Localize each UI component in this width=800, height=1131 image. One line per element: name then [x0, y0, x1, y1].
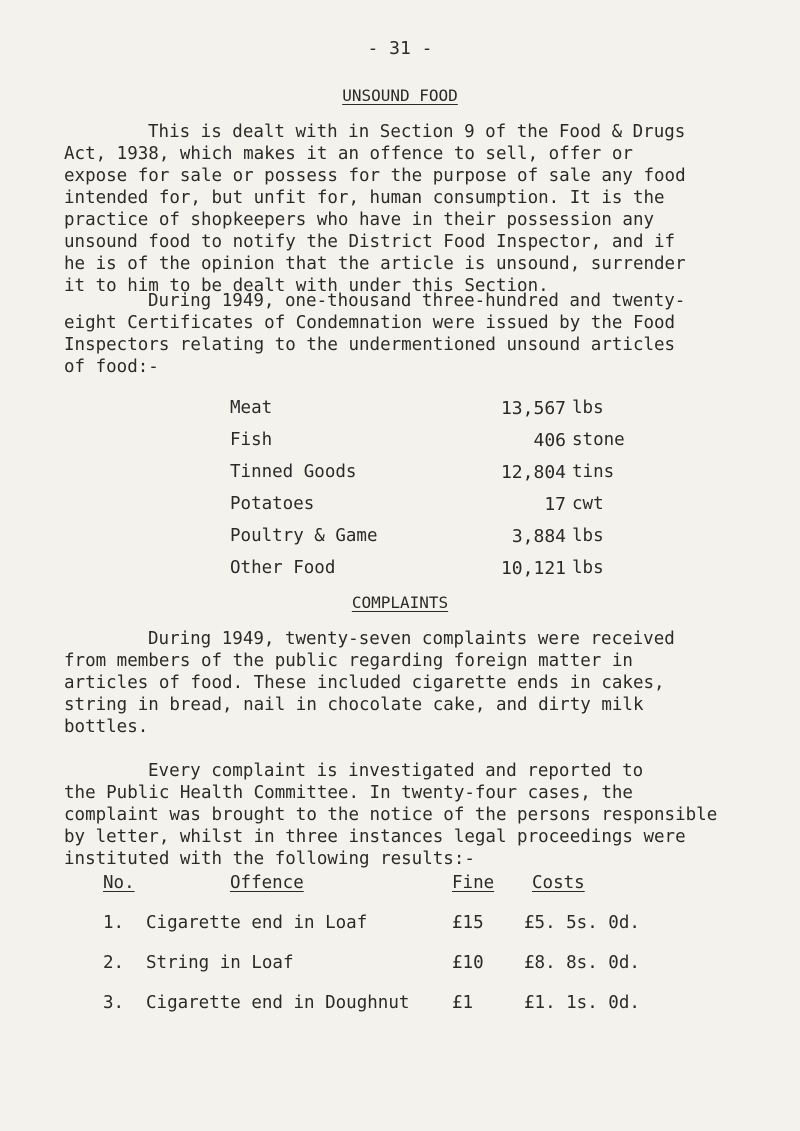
food-name: Other Food [230, 558, 336, 578]
column-header-costs: Costs [532, 873, 585, 893]
paragraph-complaints-results [64, 760, 784, 870]
cell-offence: Cigarette end in Doughnut [146, 993, 410, 1013]
text-line: During 1949, twenty-seven complaints were received [148, 629, 675, 649]
cell-fine: £1 [452, 993, 474, 1013]
cell-costs: £8. 8s. 0d. [524, 953, 640, 973]
food-quantity: 10,121 [500, 558, 566, 579]
text-line: bottles. [64, 717, 149, 737]
text-line: Inspectors relating to the undermentioned unsound articles [64, 335, 676, 355]
column-header-offence: Offence [230, 873, 304, 893]
text-line: articles of food. These included cigarette ends in cakes, [64, 673, 665, 693]
cell-costs: £5. 5s. 0d. [524, 913, 640, 933]
paragraph-certificates [64, 290, 784, 378]
food-name: Poultry & Game [230, 526, 378, 546]
food-unit: lbs [572, 398, 604, 418]
food-quantity: 17 [544, 494, 566, 515]
cell-offence: Cigarette end in Loaf [146, 913, 368, 933]
text-line: from members of the public regarding foreign matter in [64, 651, 633, 671]
text-line: intended for, but unfit for, human consumption. It is the [64, 188, 665, 208]
food-quantity: 3,884 [511, 526, 566, 547]
food-quantity: 406 [533, 430, 566, 451]
text-line: it to him to be dealt with under this Section. [64, 276, 549, 296]
cell-no: 1. [103, 913, 125, 933]
cell-no: 2. [103, 953, 125, 973]
cell-no: 3. [103, 993, 125, 1013]
food-unit: cwt [572, 494, 604, 514]
food-unit: tins [572, 462, 615, 482]
cell-costs: £1. 1s. 0d. [524, 993, 640, 1013]
food-name: Fish [230, 430, 273, 450]
section-heading-unsound-food: UNSOUND FOOD [342, 86, 458, 105]
column-header-no: No. [103, 873, 135, 893]
text-line: Act, 1938, which makes it an offence to sell, offer or [64, 144, 633, 164]
page-number: - 31 - [367, 38, 433, 59]
cell-fine: £10 [452, 953, 484, 973]
text-line: of food:- [64, 357, 159, 377]
text-line: unsound food to notify the District Food Inspector, and if [64, 232, 676, 252]
food-name: Meat [230, 398, 273, 418]
cell-offence: String in Loaf [146, 953, 294, 973]
paragraph-unsound-food-intro [64, 121, 784, 297]
food-quantity: 12,804 [500, 462, 566, 483]
text-line: During 1949, one-thousand three-hundred and twenty- [148, 291, 686, 311]
text-line: string in bread, nail in chocolate cake, and dirty milk [64, 695, 644, 715]
food-unit: stone [572, 430, 625, 450]
paragraph-complaints-intro [64, 628, 784, 738]
food-name: Tinned Goods [230, 462, 357, 482]
food-quantity: 13,567 [500, 398, 566, 419]
text-line: the Public Health Committee. In twenty-four cases, the [64, 783, 633, 803]
text-line: instituted with the following results:- [64, 849, 475, 869]
section-heading-complaints: COMPLAINTS [351, 593, 449, 612]
food-unit: lbs [572, 558, 604, 578]
text-line: by letter, whilst in three instances legal proceedings were [64, 827, 686, 847]
text-line: eight Certificates of Condemnation were issued by the Food [64, 313, 676, 333]
text-line: he is of the opinion that the article is unsound, surrender [64, 254, 686, 274]
text-line: This is dealt with in Section 9 of the Food & Drugs [148, 122, 686, 142]
food-name: Potatoes [230, 494, 315, 514]
cell-fine: £15 [452, 913, 484, 933]
food-unit: lbs [572, 526, 604, 546]
column-header-fine: Fine [452, 873, 495, 893]
text-line: expose for sale or possess for the purpose of sale any food [64, 166, 686, 186]
text-line: Every complaint is investigated and reported to [148, 761, 644, 781]
text-line: complaint was brought to the notice of the persons responsible [64, 805, 718, 825]
text-line: practice of shopkeepers who have in their possession any [64, 210, 655, 230]
